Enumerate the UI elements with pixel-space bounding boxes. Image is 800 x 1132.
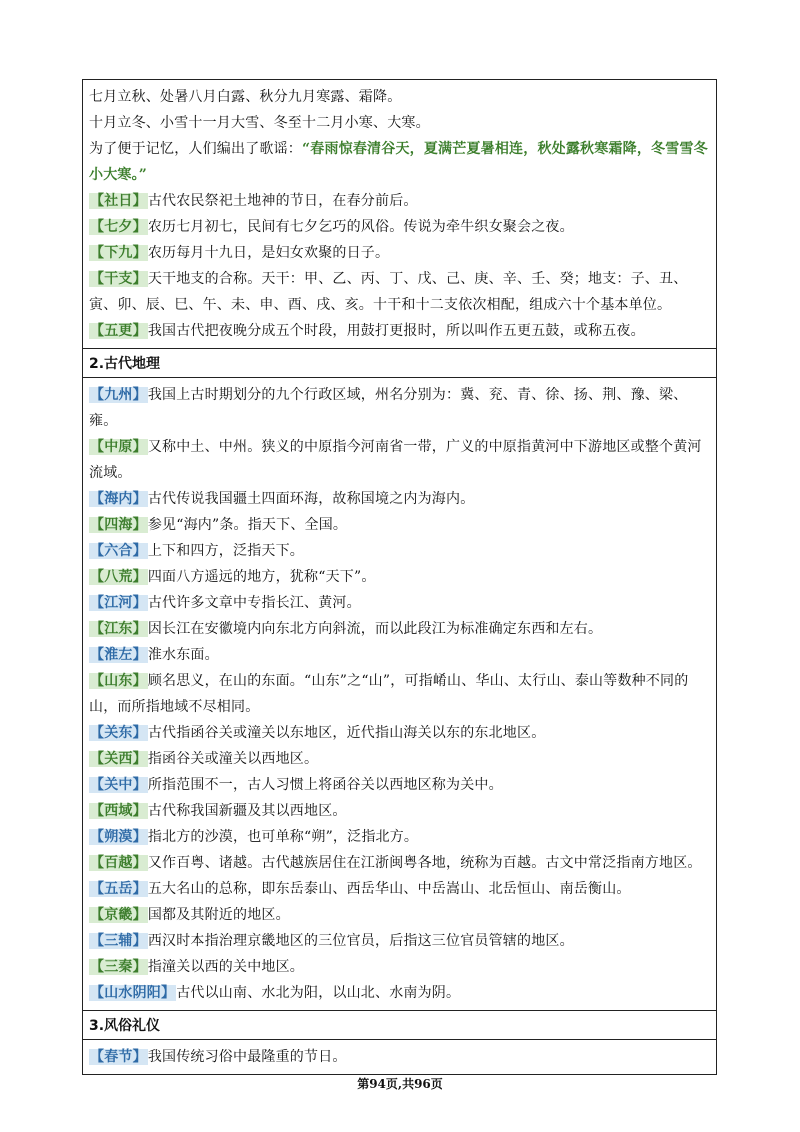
- term-label: 【社日】: [90, 193, 147, 209]
- term-label: 【九州】: [90, 387, 147, 403]
- term-definition: 国都及其附近的地区。: [147, 907, 290, 923]
- term-definition: 天干地支的合称。天干：甲、乙、丙、丁、戊、己、庚、辛、壬、癸；地支：子、丑、寅、卯、辰、巳、午、未、申、酉、戌、亥。十干和十二支依次相配，组成六十个基本单位。: [89, 271, 688, 313]
- text-line: 七月立秋、处暑八月白露、秋分九月寒露、霜降。: [89, 89, 402, 105]
- glossary-entry: [89, 902, 710, 928]
- term-label: 【江东】: [90, 621, 147, 637]
- glossary-entry: [89, 318, 710, 344]
- glossary-entry: [89, 214, 710, 240]
- term-definition: 参见“海内”条。指天下、全国。: [147, 517, 348, 533]
- term-definition: 古代以山南、水北为阳，以山北、水南为阴。: [176, 985, 461, 1001]
- term-label: 【五岳】: [90, 881, 147, 897]
- term-definition: 四面八方遥远的地方，犹称“天下”。: [147, 569, 376, 585]
- term-label: 【淮左】: [90, 647, 147, 663]
- term-definition: 古代传说我国疆土四面环海，故称国境之内为海内。: [147, 491, 475, 507]
- term-list: [89, 188, 710, 344]
- term-definition: 五大名山的总称，即东岳泰山、西岳华山、中岳嵩山、北岳恒山、南岳衡山。: [147, 881, 631, 897]
- glossary-entry: [89, 668, 710, 720]
- term-label: 【关西】: [90, 751, 147, 767]
- term-definition: 指潼关以西的关中地区。: [147, 959, 305, 975]
- glossary-entry: [89, 1044, 710, 1070]
- term-definition: 古代农民祭祀土地神的节日，在春分前后。: [147, 193, 418, 209]
- glossary-entry: [89, 720, 710, 746]
- glossary-entry: [89, 266, 710, 318]
- term-label: 【干支】: [90, 271, 147, 287]
- section-geography: [83, 377, 716, 1010]
- term-label: 【中原】: [90, 439, 147, 455]
- section-heading-customs: 3.风俗礼仪: [83, 1010, 716, 1039]
- section-calendar: [83, 80, 716, 348]
- glossary-entry: [89, 382, 710, 434]
- glossary-entry: [89, 616, 710, 642]
- glossary-entry: [89, 434, 710, 486]
- glossary-entry: [89, 980, 710, 1006]
- term-label: 【八荒】: [90, 569, 147, 585]
- term-definition: 我国上古时期划分的九个行政区域，州名分别为：冀、兖、青、徐、扬、荆、豫、梁、雍。: [89, 387, 688, 429]
- term-definition: 因长江在安徽境内向东北方向斜流，而以此段江为标准确定东西和左右。: [147, 621, 603, 637]
- term-label: 【山水阴阳】: [90, 985, 176, 1001]
- term-label: 【三秦】: [90, 959, 147, 975]
- glossary-entry: [89, 928, 710, 954]
- term-list: [89, 382, 710, 1006]
- term-label: 【西域】: [90, 803, 147, 819]
- section-heading-geography: 2.古代地理: [83, 348, 716, 377]
- glossary-entry: [89, 188, 710, 214]
- glossary-entry: [89, 798, 710, 824]
- mnemonic-song: “春雨惊春清谷天，夏满芒夏暑相连，秋处露秋寒霜降，冬雪雪冬小大寒。”: [89, 141, 708, 183]
- term-definition: 淮水东面。: [147, 647, 219, 663]
- term-label: 【百越】: [90, 855, 147, 871]
- page-number: 第94页,共96页: [357, 1077, 443, 1091]
- term-definition: 上下和四方，泛指天下。: [147, 543, 305, 559]
- term-definition: 我国古代把夜晚分成五个时段，用鼓打更报时，所以叫作五更五鼓，或称五夜。: [147, 323, 645, 339]
- glossary-entry: [89, 590, 710, 616]
- glossary-entry: [89, 538, 710, 564]
- term-definition: 又称中土、中州。狭义的中原指今河南省一带，广义的中原指黄河中下游地区或整个黄河流域。: [89, 439, 702, 481]
- term-label: 【三辅】: [90, 933, 147, 949]
- glossary-entry: [89, 564, 710, 590]
- glossary-entry: [89, 512, 710, 538]
- term-label: 【朔漠】: [90, 829, 147, 845]
- term-definition: 指北方的沙漠，也可单称“朔”，泛指北方。: [147, 829, 419, 845]
- glossary-entry: [89, 486, 710, 512]
- term-label: 【海内】: [90, 491, 147, 507]
- term-definition: 农历七月初七，民间有七夕乞巧的风俗。传说为牵牛织女聚会之夜。: [147, 219, 574, 235]
- term-definition: 古代许多文章中专指长江、黄河。: [147, 595, 361, 611]
- term-label: 【五更】: [90, 323, 147, 339]
- term-definition: 又作百粤、诸越。古代越族居住在江浙闽粤各地，统称为百越。古文中常泛指南方地区。: [147, 855, 702, 871]
- term-label: 【关东】: [90, 725, 147, 741]
- glossary-entry: [89, 772, 710, 798]
- glossary-entry: [89, 850, 710, 876]
- term-definition: 农历每月十九日，是妇女欢聚的日子。: [147, 245, 390, 261]
- mnemonic-prefix: 为了便于记忆，人们编出了歌谣：: [89, 141, 302, 157]
- term-definition: 指函谷关或潼关以西地区。: [147, 751, 319, 767]
- term-label: 【四海】: [90, 517, 147, 533]
- content-table: [82, 79, 717, 1075]
- glossary-entry: [89, 954, 710, 980]
- term-definition: 我国传统习俗中最隆重的节日。: [147, 1049, 347, 1065]
- text-line: 十月立冬、小雪十一月大雪、冬至十二月小寒、大寒。: [89, 115, 430, 131]
- section-customs: [83, 1039, 716, 1074]
- glossary-entry: [89, 824, 710, 850]
- term-label: 【江河】: [90, 595, 147, 611]
- term-definition: 古代指函谷关或潼关以东地区，近代指山海关以东的东北地区。: [147, 725, 546, 741]
- term-label: 【下九】: [90, 245, 147, 261]
- term-definition: 所指范围不一，古人习惯上将函谷关以西地区称为关中。: [147, 777, 503, 793]
- glossary-entry: [89, 240, 710, 266]
- term-label: 【春节】: [90, 1049, 147, 1065]
- mnemonic-line: [89, 136, 710, 188]
- term-definition: 古代称我国新疆及其以西地区。: [147, 803, 347, 819]
- glossary-entry: [89, 876, 710, 902]
- term-label: 【七夕】: [90, 219, 147, 235]
- term-list: [89, 1044, 710, 1070]
- glossary-entry: [89, 746, 710, 772]
- term-label: 【京畿】: [90, 907, 147, 923]
- term-label: 【六合】: [90, 543, 147, 559]
- term-definition: 西汉时本指治理京畿地区的三位官员，后指这三位官员管辖的地区。: [147, 933, 574, 949]
- glossary-entry: [89, 642, 710, 668]
- term-definition: 顾名思义，在山的东面。“山东”之“山”，可指崤山、华山、太行山、泰山等数种不同的山，而所指地域不尽相同。: [89, 673, 689, 715]
- term-label: 【山东】: [90, 673, 147, 689]
- term-label: 【关中】: [90, 777, 147, 793]
